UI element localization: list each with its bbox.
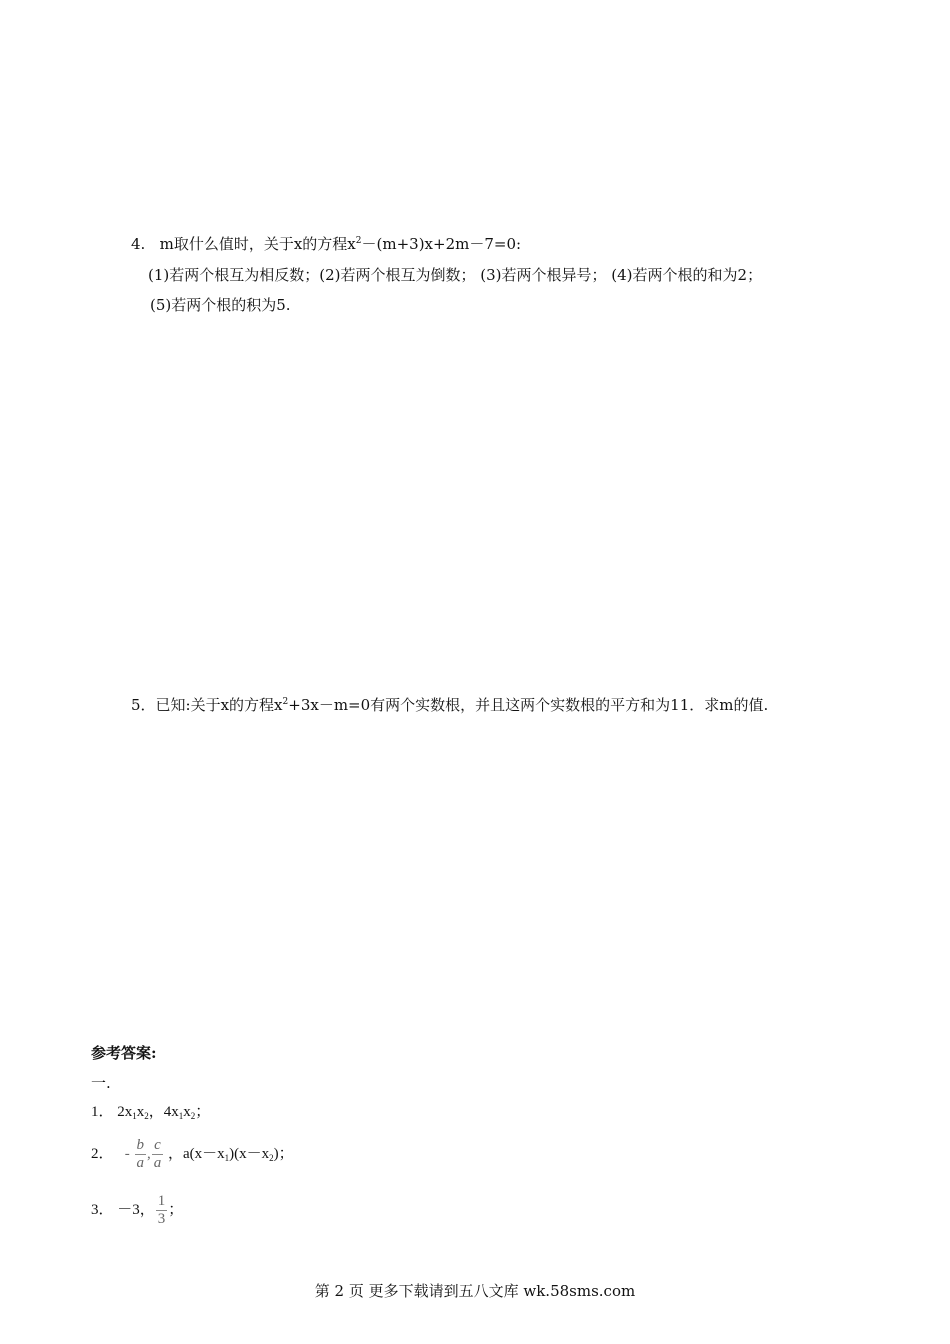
answers-title: 参考答案: (91, 1044, 157, 1062)
question-4-exponent: 2 (355, 236, 362, 246)
numerator: b (136, 1137, 145, 1154)
answers-section-label: 一. (91, 1074, 111, 1092)
numerator: c (152, 1137, 164, 1155)
answer-1-text: ； (195, 1104, 211, 1120)
question-4-parts-line-1: (1)若两个根互为相反数；(2)若两个根互为倒数； (3)若两个根异号； (4)若两个根的和为2； (148, 266, 763, 284)
question-5-text-b: +3x－m=0有两个实数根，并且这两个实数根的平方和为11．求m的值. (288, 696, 769, 714)
denominator: 3 (157, 1211, 166, 1228)
answer-3-value: －3， (117, 1202, 155, 1218)
answer-1 (91, 1102, 210, 1122)
answer-2-number: 2． (91, 1146, 114, 1162)
answer-2-text: ，a(x－x (168, 1146, 225, 1162)
question-5-number: 5． (131, 696, 156, 714)
question-5 (131, 695, 768, 715)
answer-1-text: 2x (117, 1104, 133, 1120)
subscript: 1 (178, 1111, 184, 1121)
fraction-c-over-a (152, 1137, 164, 1172)
subscript: 2 (190, 1111, 196, 1121)
subscript: 2 (144, 1111, 149, 1121)
answer-2-text: )(x－x (229, 1146, 270, 1162)
subscript: 2 (269, 1153, 274, 1163)
question-4-number: 4. (131, 235, 146, 253)
question-4-parts-line-2: (5)若两个根的积为5. (150, 296, 291, 314)
question-4-text-b: －(m+3)x+2m－7=0: (361, 235, 522, 253)
question-5-text-a: 已知:关于x的方程x (155, 696, 283, 714)
answer-2 (91, 1136, 294, 1172)
denominator: a (153, 1155, 162, 1172)
subscript: 1 (132, 1111, 137, 1121)
denominator: a (136, 1155, 145, 1172)
question-4-text-a: m取什么值时，关于x的方程x (159, 235, 356, 253)
subscript: 1 (224, 1153, 230, 1163)
answer-1-number: 1． (91, 1104, 114, 1120)
answer-1-text: x (136, 1104, 145, 1120)
fraction-one-third (156, 1193, 168, 1228)
answer-3-number: 3． (91, 1202, 114, 1218)
separator: , (147, 1146, 151, 1162)
answer-3 (91, 1192, 183, 1228)
fraction-b-over-a (135, 1137, 147, 1172)
answer-3-tail: ； (168, 1202, 184, 1218)
numerator: 1 (157, 1193, 166, 1210)
answer-1-text: ，4x (148, 1104, 179, 1120)
answer-1-text: x (183, 1104, 191, 1120)
minus-sign: - (124, 1146, 130, 1162)
answer-2-text: )； (273, 1146, 294, 1162)
page-footer: 第 2 页 更多下载请到五八文库 wk.58sms.com (314, 1282, 636, 1300)
question-5-exponent: 2 (282, 697, 289, 707)
question-4-stem (131, 234, 521, 254)
